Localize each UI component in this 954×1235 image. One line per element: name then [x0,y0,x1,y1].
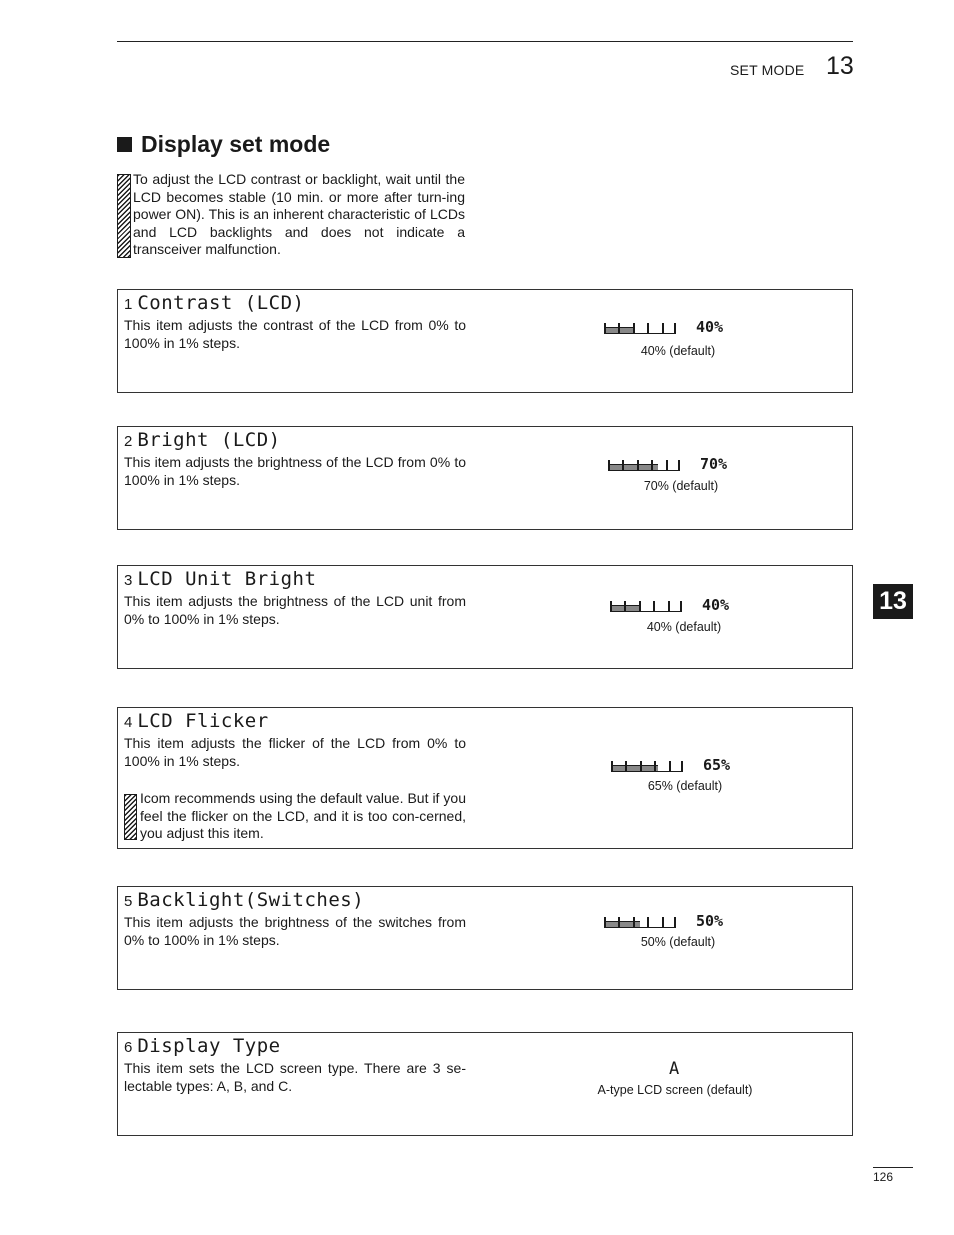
top-rule [117,41,853,42]
item-number: 1 [124,296,133,313]
default-caption: 65% (default) [647,779,723,793]
setting-item-lcd-flicker [117,707,853,849]
lcd-display [608,457,727,471]
scale-tick [651,460,653,471]
level-baseline [604,927,676,928]
scale-tick [633,323,635,334]
display-type-value: A [669,1059,680,1079]
scale-tick [669,761,671,772]
page-title-text: Display set mode [141,131,331,157]
scale-tick [624,601,626,612]
item-note: Icom recommends using the default value. But if you feel the flicker on the LCD, and it is too con-cerned, you adjust this item. [140,790,466,842]
square-bullet-icon [117,137,132,152]
scale-tick [633,917,635,928]
item-name: Backlight(Switches) [137,889,365,911]
item-number: 5 [124,893,133,910]
display-value: 50% [696,912,724,930]
scale-tick [639,601,641,612]
scale-tick [610,601,612,612]
lcd-display [604,320,723,334]
default-caption: 40% (default) [646,620,722,634]
scale-tick [618,917,620,928]
item-heading [124,568,316,590]
scale-tick [647,917,649,928]
level-baseline [604,333,676,334]
item-name: LCD Flicker [137,710,269,732]
item-name: LCD Unit Bright [137,568,317,590]
item-heading [124,292,305,314]
display-value: 70% [700,455,728,473]
level-baseline [610,611,682,612]
scale-tick [604,917,606,928]
item-description: This item adjusts the brightness of the switches from 0% to 100% in 1% steps. [124,914,466,948]
scale-tick [625,761,627,772]
item-name: Bright (LCD) [137,429,281,451]
scale-tick [611,761,613,772]
setting-item-lcd-unit-bright [117,565,853,669]
scale-tick [647,323,649,334]
intro-note: To adjust the LCD contrast or backlight, wait until the LCD becomes stable (10 min. or more after turn-ing power ON). This is an inherent characteristic of LCDs and LCD backlights and does not indicate a transceiver malfunction. [133,171,465,258]
lcd-display [611,758,730,772]
display-value: 40% [696,318,724,336]
default-caption: 50% (default) [640,935,716,949]
scale-tick [674,917,676,928]
item-number: 3 [124,572,133,589]
page-title [117,131,330,158]
scale-tick [640,761,642,772]
scale-tick [622,460,624,471]
lcd-display [604,914,723,928]
item-description: This item adjusts the brightness of the LCD unit from 0% to 100% in 1% steps. [124,593,466,627]
scale-tick [618,323,620,334]
item-heading [124,1035,281,1057]
item-heading [124,889,364,911]
scale-tick [608,460,610,471]
item-number: 4 [124,714,133,731]
level-bar [604,322,676,334]
scale-tick [662,323,664,334]
setting-item-bright [117,426,853,530]
scale-tick [654,761,656,772]
level-bar [610,600,682,612]
default-caption: 70% (default) [643,479,719,493]
note-icon [117,174,131,258]
setting-item-contrast [117,289,853,393]
scale-tick [678,460,680,471]
item-description: This item adjusts the flicker of the LCD from 0% to 100% in 1% steps. [124,735,466,769]
item-heading [124,429,281,451]
level-baseline [608,470,680,471]
level-baseline [611,771,683,772]
chapter-number: 13 [826,52,854,80]
setting-item-backlight-switches [117,886,853,990]
default-caption: A-type LCD screen (default) [597,1083,753,1097]
item-name: Contrast (LCD) [137,292,305,314]
scale-tick [604,323,606,334]
scale-tick [681,761,683,772]
scale-tick [637,460,639,471]
chapter-tab: 13 [873,584,913,619]
item-name: Display Type [137,1035,281,1057]
footer-rule [873,1167,913,1168]
setting-item-display-type [117,1032,853,1136]
display-value: 65% [703,756,731,774]
item-description: This item adjusts the brightness of the LCD from 0% to 100% in 1% steps. [124,454,466,488]
scale-tick [653,601,655,612]
scale-tick [674,323,676,334]
scale-tick [668,601,670,612]
scale-tick [666,460,668,471]
lcd-display [610,598,729,612]
page-number: 126 [873,1170,894,1184]
level-bar [611,760,683,772]
item-number: 2 [124,433,133,450]
item-description: This item sets the LCD screen type. There are 3 se-lectable types: A, B, and C. [124,1060,466,1094]
scale-tick [680,601,682,612]
scale-tick [662,917,664,928]
default-caption: 40% (default) [640,344,716,358]
level-bar [608,459,680,471]
section-label: SET MODE [730,62,805,78]
note-icon [124,794,137,840]
level-bar [604,916,676,928]
display-value: 40% [702,596,730,614]
item-description: This item adjusts the contrast of the LCD from 0% to 100% in 1% steps. [124,317,466,351]
item-heading [124,710,269,732]
item-number: 6 [124,1039,133,1056]
